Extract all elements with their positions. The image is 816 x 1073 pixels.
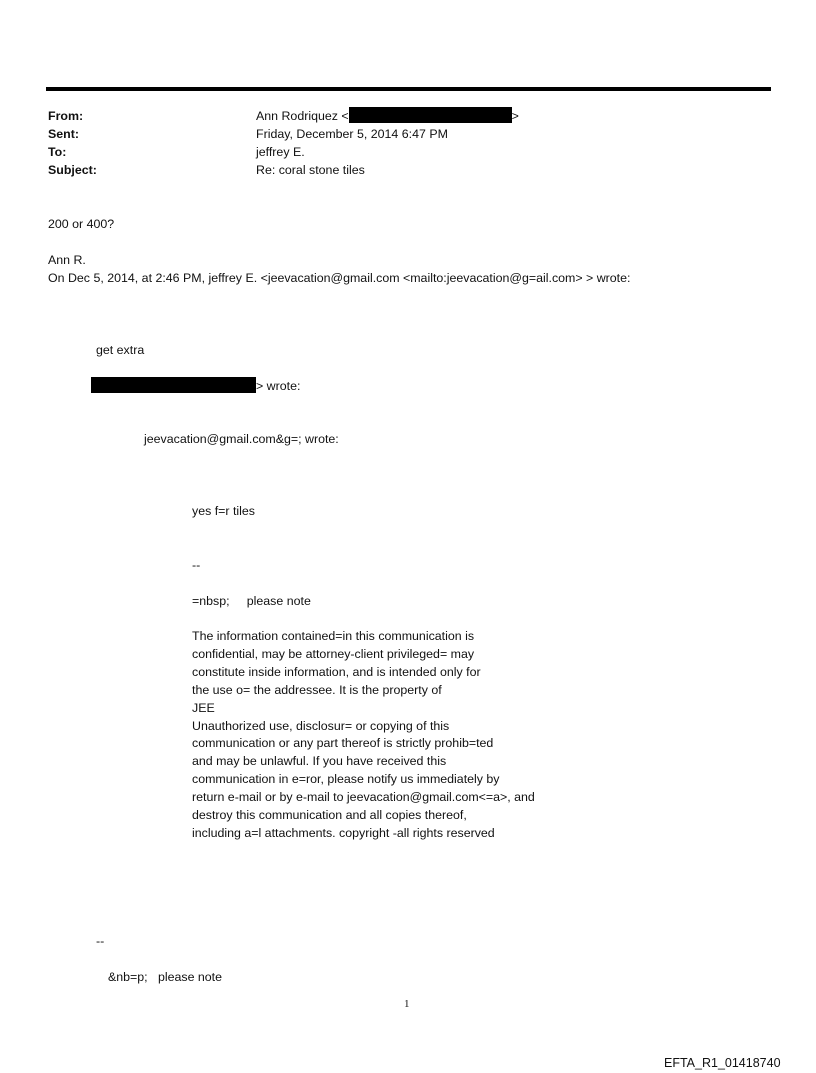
page-number: 1 [404, 998, 410, 1010]
header-rule [46, 87, 771, 91]
to-label: To: [48, 145, 67, 159]
redaction-block [349, 107, 512, 123]
sent-label: Sent: [48, 127, 79, 141]
redacted-wrote-line [91, 377, 300, 395]
signature-line: Ann R. [48, 253, 86, 267]
disclaimer-line: including a=l attachments. copyright -all rights reserved [192, 825, 495, 840]
subject-value: Re: coral stone tiles [256, 163, 365, 177]
sender-close: > [511, 109, 519, 123]
redaction-block [91, 377, 256, 393]
disclaimer-paragraph [192, 628, 612, 843]
subject-label: Subject: [48, 163, 97, 177]
disclaimer-line: destroy this communication and all copies thereof, [192, 808, 467, 823]
yes-tiles-line: yes f=r tiles [192, 504, 256, 518]
disclaimer-line: constitute inside information, and is intended only for [192, 664, 481, 679]
to-value: jeffrey E. [256, 145, 305, 159]
disclaimer-line: confidential, may be attorney-client privileged= may [192, 646, 475, 661]
sender-name: Ann Rodriquez < [256, 109, 349, 123]
question-line: 200 or 400? [48, 217, 115, 231]
from-label: From: [48, 109, 84, 123]
jee-wrote-line: jeevacation@gmail.com&g=; wrote: [144, 432, 339, 446]
disclaimer-line: The information contained=in this communication is [192, 629, 475, 643]
disclaimer-line: communication in e=ror, please notify us immediately by [192, 772, 500, 787]
disclaimer-line: JEE [192, 700, 215, 715]
get-extra-line: get extra [96, 343, 145, 357]
document-id: EFTA_R1_01418740 [664, 1056, 781, 1070]
disclaimer-line: communication or any part thereof is strictly prohib=ted [192, 736, 494, 751]
quote-intro-line: On Dec 5, 2014, at 2:46 PM, jeffrey E. <jeevacation@gmail.com <mailto:jeevacation@g=ail.com> > wrote: [48, 271, 631, 285]
please-note-line: =nbsp; please note [192, 594, 311, 608]
disclaimer-line: the use o= the addressee. It is the property of [192, 682, 442, 697]
disclaimer-line: return e-mail or by e-mail to jeevacation@gmail.com<=a>, and [192, 790, 535, 805]
sent-value: Friday, December 5, 2014 6:47 PM [256, 127, 448, 141]
separator-dashes: -- [96, 934, 105, 948]
separator-dashes: -- [192, 558, 201, 572]
please-note-line: &nb=p; please note [108, 970, 223, 984]
disclaimer-line: and may be unlawful. If you have received this [192, 754, 447, 769]
disclaimer-line: Unauthorized use, disclosur= or copying of this [192, 718, 450, 733]
from-value [256, 107, 519, 125]
wrote-text: > wrote: [256, 379, 301, 393]
